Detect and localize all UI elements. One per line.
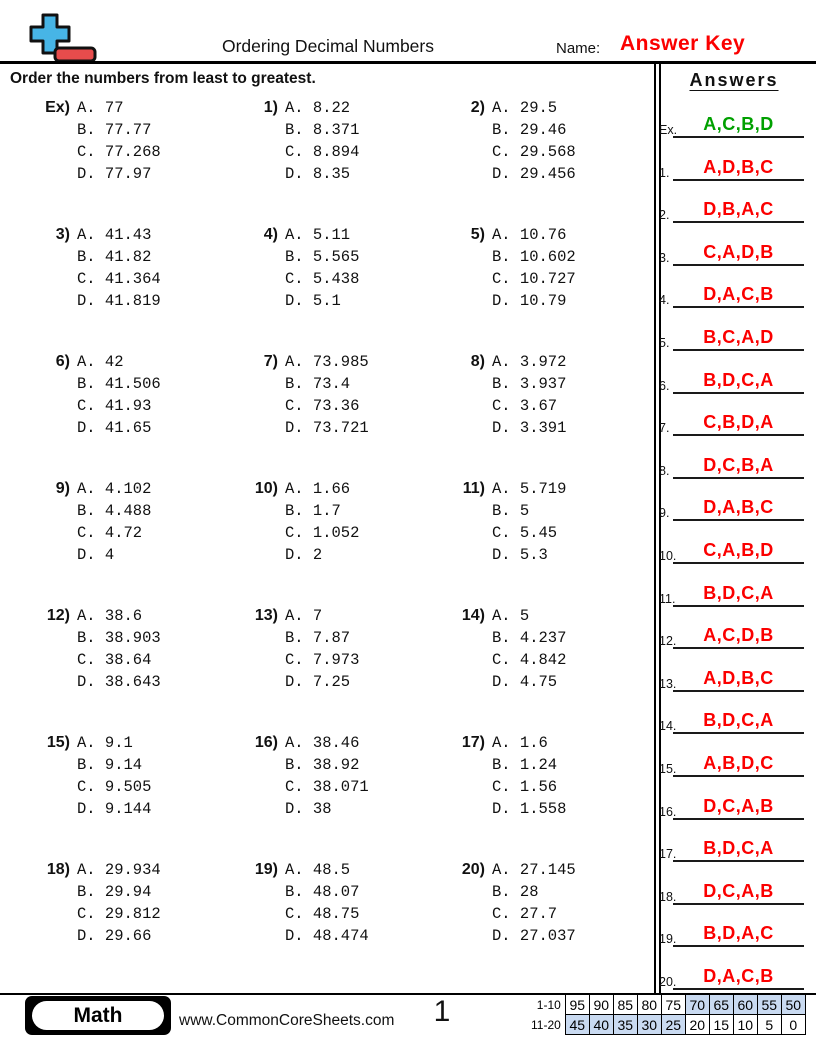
answer-row-14 bbox=[657, 704, 807, 734]
option-c: C. 4.72 bbox=[77, 524, 143, 542]
option-c: C. 41.93 bbox=[77, 397, 152, 415]
answer-blank-line bbox=[673, 575, 804, 607]
score-cell: 25 bbox=[661, 1015, 685, 1035]
problem-options bbox=[77, 478, 151, 566]
answer-blank-line bbox=[673, 404, 804, 436]
option-d: D. 77.97 bbox=[77, 165, 152, 183]
answer-number: 6. bbox=[659, 378, 670, 393]
problem-number: 8) bbox=[470, 353, 485, 370]
problem-number: 19) bbox=[254, 861, 278, 878]
answer-value: C,B,D,A bbox=[703, 412, 774, 433]
option-c: C. 38.071 bbox=[285, 778, 369, 796]
option-d: D. 27.037 bbox=[492, 927, 576, 945]
score-cell: 35 bbox=[613, 1015, 637, 1035]
option-b: B. 3.937 bbox=[492, 375, 567, 393]
website-text: www.CommonCoreSheets.com bbox=[179, 1012, 395, 1029]
option-d: D. 4 bbox=[77, 546, 115, 564]
option-d: D. 4.75 bbox=[492, 673, 558, 691]
option-b: B. 9.14 bbox=[77, 756, 143, 774]
answer-blank-line bbox=[673, 830, 804, 862]
problem-10 bbox=[226, 478, 359, 566]
option-a: A. 7 bbox=[285, 607, 323, 625]
problem-12 bbox=[18, 605, 161, 693]
answer-value: A,D,B,C bbox=[703, 156, 774, 177]
option-d: D. 73.721 bbox=[285, 419, 369, 437]
answer-number: 4. bbox=[659, 293, 670, 308]
problem-options bbox=[285, 859, 369, 947]
problem-number: 4) bbox=[263, 226, 278, 243]
option-a: A. 48.5 bbox=[285, 861, 351, 879]
score-cell: 80 bbox=[637, 995, 661, 1015]
answer-row-3 bbox=[657, 236, 807, 266]
problem-options bbox=[492, 478, 566, 566]
answer-number: 3. bbox=[659, 250, 670, 265]
problem-number: 12) bbox=[46, 607, 70, 624]
problem-17 bbox=[433, 732, 566, 820]
option-c: C. 38.64 bbox=[77, 651, 152, 669]
option-b: B. 29.94 bbox=[77, 883, 152, 901]
option-c: C. 29.812 bbox=[77, 905, 161, 923]
answer-number: 16. bbox=[659, 804, 677, 819]
answer-blank-line bbox=[673, 660, 804, 692]
option-a: A. 10.76 bbox=[492, 226, 567, 244]
option-b: B. 7.87 bbox=[285, 629, 351, 647]
answer-row-15 bbox=[657, 747, 807, 777]
problem-number: 1) bbox=[263, 99, 278, 116]
problem-number: 13) bbox=[254, 607, 278, 624]
problem-number: 20) bbox=[461, 861, 485, 878]
problem-options bbox=[77, 859, 161, 947]
problem-number: 17) bbox=[461, 734, 485, 751]
score-cell: 45 bbox=[565, 1015, 589, 1035]
answer-number: 12. bbox=[659, 634, 677, 649]
option-a: A. 4.102 bbox=[77, 480, 152, 498]
option-d: D. 10.79 bbox=[492, 292, 567, 310]
problem-number: 14) bbox=[461, 607, 485, 624]
option-a: A. 41.43 bbox=[77, 226, 152, 244]
option-b: B. 28 bbox=[492, 883, 539, 901]
option-d: D. 48.474 bbox=[285, 927, 369, 945]
score-cell: 55 bbox=[757, 995, 781, 1015]
answer-value: D,C,B,A bbox=[703, 454, 774, 475]
answer-number: 11. bbox=[659, 591, 676, 606]
option-a: A. 27.145 bbox=[492, 861, 576, 879]
score-cell: 65 bbox=[709, 995, 733, 1015]
answer-value: D,A,C,B bbox=[703, 284, 774, 305]
option-a: A. 3.972 bbox=[492, 353, 567, 371]
answer-row-2 bbox=[657, 193, 807, 223]
answer-value: A,C,B,D bbox=[703, 114, 774, 134]
problem-1 bbox=[226, 97, 359, 185]
answer-value: B,D,C,A bbox=[703, 369, 774, 390]
problem-options bbox=[285, 732, 369, 820]
problem-9 bbox=[18, 478, 151, 566]
answer-number: 20. bbox=[659, 975, 677, 989]
answer-number: Ex. bbox=[659, 123, 678, 137]
problem-options bbox=[492, 732, 566, 820]
answer-blank-line bbox=[673, 617, 804, 649]
option-d: D. 1.558 bbox=[492, 800, 567, 818]
answer-number: 1. bbox=[659, 165, 670, 180]
option-b: B. 38.903 bbox=[77, 629, 161, 647]
answers-list bbox=[657, 0, 809, 1056]
answer-blank-line bbox=[673, 958, 804, 990]
option-b: B. 41.506 bbox=[77, 375, 161, 393]
problem-options bbox=[77, 224, 161, 312]
score-cell: 60 bbox=[733, 995, 757, 1015]
answer-value: C,A,D,B bbox=[703, 241, 774, 262]
option-c: C. 4.842 bbox=[492, 651, 567, 669]
answer-blank-line bbox=[673, 276, 804, 308]
score-cell: 15 bbox=[709, 1015, 733, 1035]
option-b: B. 1.7 bbox=[285, 502, 341, 520]
answer-blank-line bbox=[673, 149, 804, 181]
problem-8 bbox=[433, 351, 566, 439]
problem-options bbox=[77, 605, 161, 693]
problem-number: 5) bbox=[470, 226, 485, 243]
option-a: A. 1.6 bbox=[492, 734, 548, 752]
option-c: C. 1.052 bbox=[285, 524, 360, 542]
answers-heading: Answers bbox=[689, 70, 779, 90]
answer-row-11 bbox=[657, 577, 807, 607]
score-cell: 90 bbox=[589, 995, 613, 1015]
option-a: A. 29.934 bbox=[77, 861, 161, 879]
name-label: Name: bbox=[556, 40, 601, 57]
problem-3 bbox=[18, 224, 161, 312]
problem-number: 16) bbox=[254, 734, 278, 751]
problem-11 bbox=[433, 478, 566, 566]
option-b: B. 4.237 bbox=[492, 629, 567, 647]
answer-value: B,D,C,A bbox=[703, 582, 774, 603]
score-cell: 0 bbox=[781, 1015, 805, 1035]
answer-row-16 bbox=[657, 790, 807, 820]
answer-row-20 bbox=[657, 960, 807, 990]
option-d: D. 29.456 bbox=[492, 165, 576, 183]
score-cell: 95 bbox=[565, 995, 589, 1015]
option-c: C. 27.7 bbox=[492, 905, 558, 923]
answer-number: 7. bbox=[659, 421, 670, 436]
score-cell: 20 bbox=[685, 1015, 709, 1035]
subject-badge-label: Math bbox=[32, 1001, 164, 1030]
answer-number: 8. bbox=[659, 463, 670, 478]
score-cell: 10 bbox=[733, 1015, 757, 1035]
answer-value: A,C,D,B bbox=[703, 625, 774, 646]
problem-number: 7) bbox=[263, 353, 278, 370]
option-d: D. 38 bbox=[285, 800, 332, 818]
problem-options bbox=[492, 224, 576, 312]
problem-5 bbox=[433, 224, 576, 312]
problems-grid bbox=[18, 97, 654, 989]
option-b: B. 77.77 bbox=[77, 121, 152, 139]
problem-19 bbox=[226, 859, 369, 947]
option-a: A. 29.5 bbox=[492, 99, 558, 117]
option-d: D. 3.391 bbox=[492, 419, 567, 437]
answer-blank-line bbox=[673, 873, 804, 905]
answer-value: C,A,B,D bbox=[703, 540, 774, 560]
problem-18 bbox=[18, 859, 161, 947]
answer-blank-line bbox=[673, 489, 804, 521]
problem-20 bbox=[433, 859, 576, 947]
answer-number: 14. bbox=[659, 719, 677, 734]
option-a: A. 5 bbox=[492, 607, 530, 625]
option-b: B. 8.371 bbox=[285, 121, 360, 139]
subject-badge bbox=[25, 996, 171, 1035]
problem-options bbox=[285, 351, 369, 439]
option-a: A. 42 bbox=[77, 353, 124, 371]
option-d: D. 38.643 bbox=[77, 673, 161, 691]
answer-row-ex bbox=[657, 108, 807, 138]
problem-options bbox=[492, 605, 566, 693]
answer-blank-line bbox=[673, 745, 804, 777]
answer-number: 9. bbox=[659, 506, 670, 521]
answer-number: 5. bbox=[659, 336, 670, 350]
option-b: B. 5.565 bbox=[285, 248, 360, 266]
answer-row-17 bbox=[657, 832, 807, 862]
answer-blank-line bbox=[673, 106, 804, 138]
problem-number: 11) bbox=[462, 480, 485, 497]
answer-value: D,A,B,C bbox=[703, 497, 774, 518]
answer-blank-line bbox=[673, 788, 804, 820]
score-cell: 70 bbox=[685, 995, 709, 1015]
answer-number: 17. bbox=[659, 847, 677, 862]
answer-row-12 bbox=[657, 619, 807, 649]
option-c: C. 48.75 bbox=[285, 905, 360, 923]
problem-14 bbox=[433, 605, 566, 693]
grading-row-1-10 bbox=[531, 995, 805, 1015]
answer-value: D,C,A,B bbox=[703, 880, 774, 901]
problem-16 bbox=[226, 732, 369, 820]
score-cell: 40 bbox=[589, 1015, 613, 1035]
score-cell: 30 bbox=[637, 1015, 661, 1035]
problem-number: 2) bbox=[470, 99, 485, 116]
option-d: D. 8.35 bbox=[285, 165, 351, 183]
answer-number: 10. bbox=[659, 549, 677, 563]
answer-value: B,D,C,A bbox=[703, 838, 774, 859]
answer-row-1 bbox=[657, 151, 807, 181]
option-d: D. 7.25 bbox=[285, 673, 351, 691]
problem-number: Ex) bbox=[45, 99, 70, 116]
option-d: D. 29.66 bbox=[77, 927, 152, 945]
problem-options bbox=[77, 732, 151, 820]
answer-value: D,A,C,B bbox=[703, 966, 774, 986]
option-a: A. 38.46 bbox=[285, 734, 360, 752]
option-a: A. 8.22 bbox=[285, 99, 351, 117]
problem-number: 10) bbox=[254, 480, 278, 497]
answer-blank-line bbox=[673, 915, 804, 947]
option-c: C. 73.36 bbox=[285, 397, 360, 415]
option-b: B. 10.602 bbox=[492, 248, 576, 266]
answer-value: A,B,D,C bbox=[703, 753, 774, 773]
answer-value: B,D,C,A bbox=[703, 710, 774, 731]
problem-7 bbox=[226, 351, 369, 439]
answer-number: 2. bbox=[659, 208, 670, 223]
grading-row-11-20 bbox=[531, 1015, 805, 1035]
option-c: C. 5.438 bbox=[285, 270, 360, 288]
option-c: C. 7.973 bbox=[285, 651, 360, 669]
option-b: B. 41.82 bbox=[77, 248, 152, 266]
option-c: C. 8.894 bbox=[285, 143, 360, 161]
problem-15 bbox=[18, 732, 151, 820]
answer-value: B,C,A,D bbox=[703, 327, 774, 347]
answer-row-18 bbox=[657, 875, 807, 905]
problem-number: 6) bbox=[55, 353, 70, 370]
answer-number: 13. bbox=[659, 676, 677, 691]
grading-row-label: 1-10 bbox=[536, 997, 561, 1012]
option-c: C. 1.56 bbox=[492, 778, 558, 796]
problem-options bbox=[492, 351, 566, 439]
problem-4 bbox=[226, 224, 359, 312]
problem-options bbox=[492, 859, 576, 947]
problem-options bbox=[285, 97, 359, 185]
instruction-text: Order the numbers from least to greatest. bbox=[10, 70, 316, 87]
option-c: C. 77.268 bbox=[77, 143, 161, 161]
worksheet-title: Ordering Decimal Numbers bbox=[221, 36, 434, 56]
option-b: B. 48.07 bbox=[285, 883, 360, 901]
problem-options bbox=[77, 97, 161, 185]
grading-scale-table bbox=[531, 994, 806, 1035]
answer-blank-line bbox=[673, 319, 804, 351]
answer-value: B,D,A,C bbox=[703, 923, 774, 944]
problem-options bbox=[492, 97, 576, 185]
answer-row-10 bbox=[657, 534, 807, 564]
option-a: A. 5.11 bbox=[285, 226, 351, 244]
option-b: B. 5 bbox=[492, 502, 530, 520]
answer-row-4 bbox=[657, 278, 807, 308]
answer-blank-line bbox=[673, 702, 804, 734]
score-cell: 50 bbox=[781, 995, 805, 1015]
option-a: A. 5.719 bbox=[492, 480, 567, 498]
option-d: D. 9.144 bbox=[77, 800, 152, 818]
score-cell: 75 bbox=[661, 995, 685, 1015]
score-cell: 85 bbox=[613, 995, 637, 1015]
option-d: D. 5.1 bbox=[285, 292, 341, 310]
answer-blank-line bbox=[673, 191, 804, 223]
option-b: B. 29.46 bbox=[492, 121, 567, 139]
option-b: B. 1.24 bbox=[492, 756, 558, 774]
answer-number: 18. bbox=[659, 889, 677, 904]
answer-value: D,C,A,B bbox=[703, 795, 774, 816]
problem-options bbox=[77, 351, 161, 439]
problem-number: 9) bbox=[55, 480, 70, 497]
problem-options bbox=[285, 478, 359, 566]
problem-13 bbox=[226, 605, 359, 693]
problem-ex bbox=[18, 97, 161, 185]
answer-value: D,B,A,C bbox=[703, 199, 774, 220]
grading-row-label: 11-20 bbox=[531, 1017, 561, 1032]
option-c: C. 29.568 bbox=[492, 143, 576, 161]
option-b: B. 73.4 bbox=[285, 375, 351, 393]
problem-number: 15) bbox=[46, 734, 70, 751]
page-number: 1 bbox=[433, 995, 451, 1028]
answer-value: A,D,B,C bbox=[703, 667, 774, 688]
option-c: C. 3.67 bbox=[492, 397, 558, 415]
answer-blank-line bbox=[673, 234, 804, 266]
option-b: B. 38.92 bbox=[285, 756, 360, 774]
option-d: D. 41.819 bbox=[77, 292, 161, 310]
option-a: A. 77 bbox=[77, 99, 124, 117]
answer-row-8 bbox=[657, 449, 807, 479]
option-d: D. 5.3 bbox=[492, 546, 548, 564]
answer-number: 15. bbox=[659, 762, 677, 776]
option-d: D. 41.65 bbox=[77, 419, 152, 437]
problem-number: 18) bbox=[46, 861, 70, 878]
option-a: A. 9.1 bbox=[77, 734, 133, 752]
problem-options bbox=[285, 224, 359, 312]
answer-row-5 bbox=[657, 321, 807, 351]
problem-number: 3) bbox=[55, 226, 70, 243]
option-c: C. 10.727 bbox=[492, 270, 576, 288]
option-a: A. 1.66 bbox=[285, 480, 351, 498]
answer-row-7 bbox=[657, 406, 807, 436]
answer-row-13 bbox=[657, 662, 807, 692]
score-cell: 5 bbox=[757, 1015, 781, 1035]
option-d: D. 2 bbox=[285, 546, 323, 564]
answer-number: 19. bbox=[659, 932, 677, 947]
answer-row-9 bbox=[657, 491, 807, 521]
problem-6 bbox=[18, 351, 161, 439]
option-c: C. 5.45 bbox=[492, 524, 558, 542]
answer-row-6 bbox=[657, 364, 807, 394]
answer-blank-line bbox=[673, 362, 804, 394]
option-a: A. 38.6 bbox=[77, 607, 143, 625]
option-c: C. 9.505 bbox=[77, 778, 152, 796]
answer-blank-line bbox=[673, 532, 804, 564]
problem-2 bbox=[433, 97, 576, 185]
answer-row-19 bbox=[657, 917, 807, 947]
problem-options bbox=[285, 605, 359, 693]
answer-blank-line bbox=[673, 447, 804, 479]
option-b: B. 4.488 bbox=[77, 502, 152, 520]
option-c: C. 41.364 bbox=[77, 270, 161, 288]
option-a: A. 73.985 bbox=[285, 353, 369, 371]
answer-key-text: Answer Key bbox=[620, 32, 746, 55]
